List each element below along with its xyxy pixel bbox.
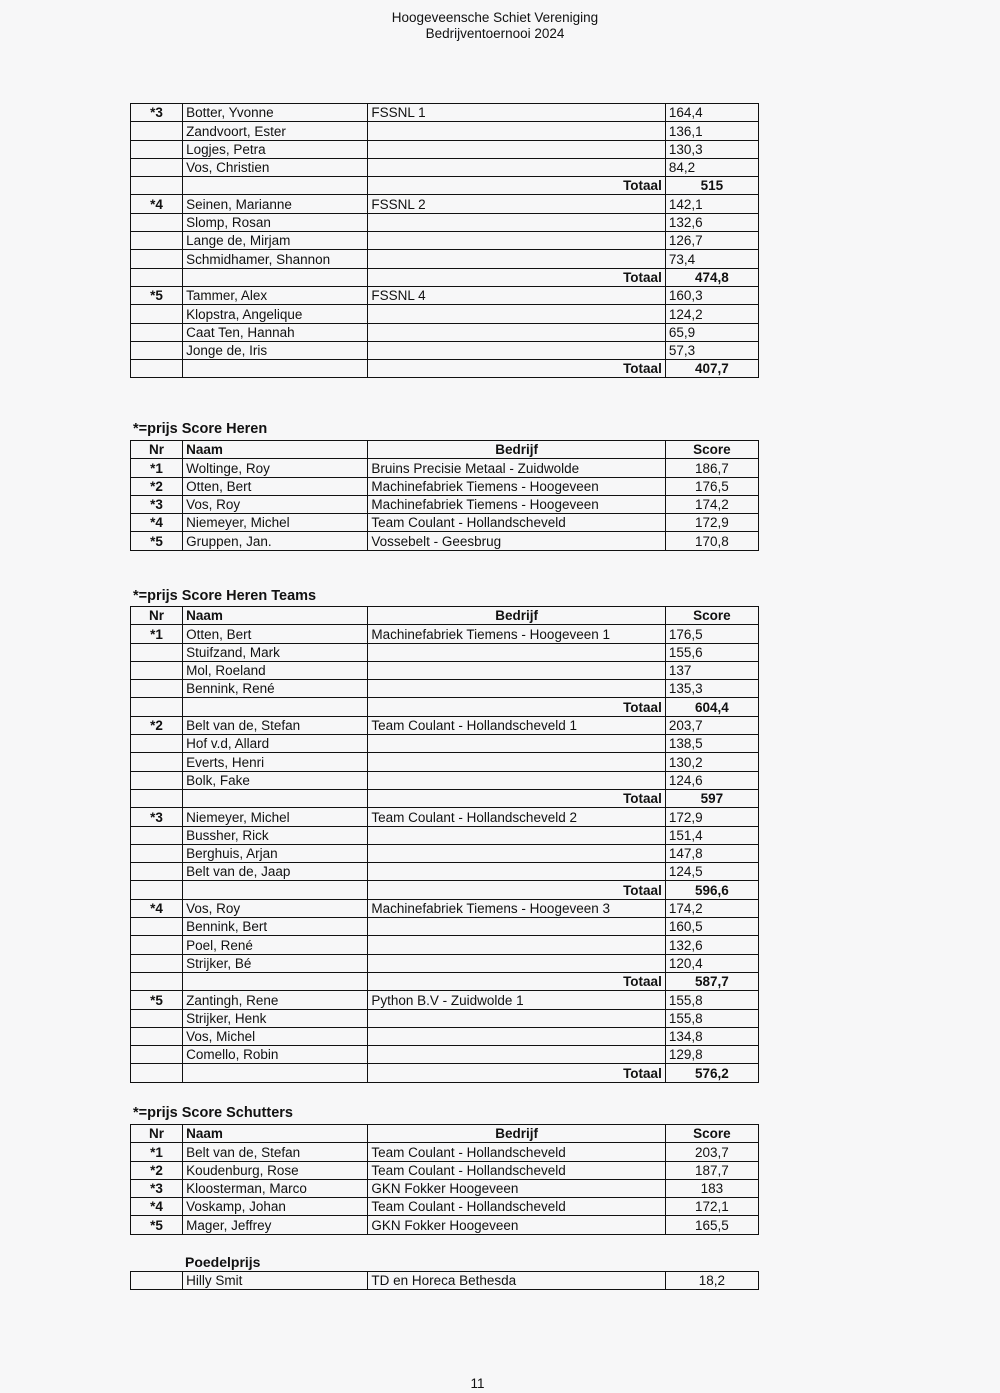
score-cell: 120,4 [665,954,758,972]
rank-cell: *2 [131,1161,183,1179]
column-header-naam: Naam [183,441,368,459]
shooter-name: Everts, Henri [183,753,368,771]
shooter-name: Zantingh, Rene [183,991,368,1009]
rank-cell: *4 [131,899,183,917]
column-header-nr: Nr [131,1125,183,1143]
score-cell: 130,3 [665,140,758,158]
score-cell: 135,3 [665,680,758,698]
shooter-name: Hof v.d, Allard [183,735,368,753]
score-cell: 132,6 [665,936,758,954]
team-total-row [131,268,759,286]
rank-cell [131,250,183,268]
team-name: Machinefabriek Tiemens - Hoogeveen 1 [368,625,665,643]
team-name: FSSNL 4 [368,286,665,304]
shooter-name: Strijker, Bé [183,954,368,972]
rank-cell [131,140,183,158]
team-total-row [131,789,759,807]
score-cell: 147,8 [665,844,758,862]
rank-cell [131,1009,183,1027]
shooter-name: Vos, Christien [183,158,368,176]
score-cell: 155,8 [665,1009,758,1027]
shooter-name [183,1064,368,1082]
shooter-name: Berghuis, Arjan [183,844,368,862]
team-name [368,1027,665,1045]
team-member-row [131,250,759,268]
team-member-row [131,104,759,122]
table-row [131,459,759,477]
table-row [131,495,759,513]
table-header-row [131,441,759,459]
team-total-score: 407,7 [665,360,758,378]
rank-cell [131,789,183,807]
team-member-row [131,341,759,359]
shooter-name [183,360,368,378]
team-member-row [131,753,759,771]
column-header-naam: Naam [183,1125,368,1143]
team-member-row [131,918,759,936]
table-header-row [131,607,759,625]
shooter-name: Woltinge, Roy [183,459,368,477]
rank-cell: *4 [131,1198,183,1216]
shooter-name: Schmidhamer, Shannon [183,250,368,268]
score-cell: 142,1 [665,195,758,213]
team-total-row [131,177,759,195]
team-name [368,122,665,140]
shooter-name: Bussher, Rick [183,826,368,844]
score-cell: 134,8 [665,1027,758,1045]
team-name: Python B.V - Zuidwolde 1 [368,991,665,1009]
total-label: Totaal [368,698,665,716]
rank-cell: *2 [131,477,183,495]
shooter-name [183,972,368,990]
shooter-name [183,789,368,807]
team-name: FSSNL 2 [368,195,665,213]
rank-cell: *1 [131,1143,183,1161]
company-name: Vossebelt - Geesbrug [368,532,665,550]
team-member-row [131,286,759,304]
total-label: Totaal [368,177,665,195]
score-cell: 186,7 [665,459,758,477]
company-name: GKN Fokker Hoogeveen [368,1216,665,1234]
rank-cell [131,1064,183,1082]
club-name: Hoogeveensche Schiet Vereniging [391,10,599,25]
team-name [368,341,665,359]
score-cell: 174,2 [665,899,758,917]
team-member-row [131,716,759,734]
rank-cell [131,158,183,176]
team-name [368,771,665,789]
shooter-name: Mol, Roeland [183,661,368,679]
section-title-heren-teams [133,588,316,604]
rank-cell: *1 [131,625,183,643]
team-name: Team Coulant - Hollandscheveld 1 [368,716,665,734]
team-name [368,1009,665,1027]
column-header-bedrijf: Bedrijf [368,1125,665,1143]
team-name: Team Coulant - Hollandscheveld 2 [368,808,665,826]
team-member-row [131,954,759,972]
rank-cell [131,1027,183,1045]
score-schutters-table [130,1124,759,1235]
score-cell: 174,2 [665,495,758,513]
rank-cell [131,881,183,899]
score-cell: 151,4 [665,826,758,844]
rank-cell: *4 [131,514,183,532]
rank-cell: *3 [131,104,183,122]
score-cell: 203,7 [665,1143,758,1161]
score-cell: 160,3 [665,286,758,304]
table-row [131,1198,759,1216]
section-title-heren [133,421,267,437]
shooter-name: Strijker, Henk [183,1009,368,1027]
team-member-row [131,625,759,643]
company-name: Team Coulant - Hollandscheveld [368,514,665,532]
table-row [131,1179,759,1197]
column-header-nr: Nr [131,441,183,459]
column-header-score: Score [665,607,758,625]
rank-cell: *4 [131,195,183,213]
score-cell: 170,8 [665,532,758,550]
score-cell: 155,6 [665,643,758,661]
rank-cell: *3 [131,808,183,826]
rank-cell [131,643,183,661]
shooter-name: Comello, Robin [183,1046,368,1064]
shooter-name: Bolk, Fake [183,771,368,789]
shooter-name: Kloosterman, Marco [183,1179,368,1197]
rank-cell: *5 [131,286,183,304]
score-cell: 124,6 [665,771,758,789]
team-member-row [131,323,759,341]
team-member-row [131,680,759,698]
rank-cell [131,1272,183,1290]
shooter-name: Belt van de, Stefan [183,1143,368,1161]
column-header-naam: Naam [183,607,368,625]
table-row [131,1143,759,1161]
shooter-name [183,881,368,899]
shooter-name: Botter, Yvonne [183,104,368,122]
shooter-name: Seinen, Marianne [183,195,368,213]
shooter-name: Lange de, Mirjam [183,232,368,250]
prize-legend: *=prijs [133,1105,178,1121]
shooter-name: Koudenburg, Rose [183,1161,368,1179]
company-name: Team Coulant - Hollandscheveld [368,1143,665,1161]
team-member-row [131,158,759,176]
poedelprijs-title: Poedelprijs [185,1254,261,1270]
team-total-score: 604,4 [665,698,758,716]
team-name [368,213,665,231]
column-header-bedrijf: Bedrijf [368,607,665,625]
team-member-row [131,899,759,917]
team-member-row [131,122,759,140]
total-label: Totaal [368,1064,665,1082]
shooter-name [183,177,368,195]
score-cell: 129,8 [665,1046,758,1064]
table-row [131,514,759,532]
section-heading: Score Schutters [181,1105,293,1121]
score-cell: 172,9 [665,514,758,532]
rank-cell [131,680,183,698]
shooter-name: Bennink, Bert [183,918,368,936]
team-member-row [131,844,759,862]
team-member-row [131,213,759,231]
score-cell: 124,5 [665,863,758,881]
team-member-row [131,195,759,213]
total-label: Totaal [368,268,665,286]
rank-cell: *3 [131,1179,183,1197]
score-cell: 18,2 [665,1272,758,1290]
section-title-schutters [133,1105,293,1121]
table-row [131,1216,759,1234]
score-cell: 172,1 [665,1198,758,1216]
shooter-name: Voskamp, Johan [183,1198,368,1216]
team-total-row [131,881,759,899]
shooter-name: Caat Ten, Hannah [183,323,368,341]
company-name: Machinefabriek Tiemens - Hoogeveen [368,477,665,495]
team-member-row [131,1027,759,1045]
company-name: GKN Fokker Hoogeveen [368,1179,665,1197]
score-cell: 160,5 [665,918,758,936]
shooter-name: Logjes, Petra [183,140,368,158]
team-total-score: 587,7 [665,972,758,990]
rank-cell [131,177,183,195]
team-name [368,844,665,862]
team-name [368,232,665,250]
rank-cell [131,122,183,140]
table-row [131,477,759,495]
score-heren-table [130,440,759,551]
rank-cell [131,735,183,753]
team-name [368,680,665,698]
shooter-name: Otten, Bert [183,625,368,643]
rank-cell [131,771,183,789]
shooter-name: Zandvoort, Ester [183,122,368,140]
team-member-row [131,863,759,881]
rank-cell [131,954,183,972]
team-name [368,826,665,844]
rank-cell [131,232,183,250]
rank-cell [131,753,183,771]
team-total-row [131,972,759,990]
shooter-name: Stuifzand, Mark [183,643,368,661]
team-name [368,1046,665,1064]
rank-cell [131,698,183,716]
team-name [368,305,665,323]
score-cell: 65,9 [665,323,758,341]
shooter-name: Vos, Roy [183,495,368,513]
team-member-row [131,735,759,753]
shooter-name: Vos, Michel [183,1027,368,1045]
poedelprijs-table [130,1271,759,1290]
rank-cell: *2 [131,716,183,734]
team-total-score: 597 [665,789,758,807]
company-name: Machinefabriek Tiemens - Hoogeveen [368,495,665,513]
company-name: TD en Horeca Bethesda [368,1272,665,1290]
rank-cell [131,661,183,679]
team-name [368,954,665,972]
shooter-name: Belt van de, Jaap [183,863,368,881]
rank-cell [131,918,183,936]
total-label: Totaal [368,360,665,378]
team-name [368,918,665,936]
rank-cell [131,305,183,323]
team-member-row [131,826,759,844]
shooter-name: Hilly Smit [183,1272,368,1290]
table-row [131,1272,759,1290]
team-name [368,863,665,881]
table-header-row [131,1125,759,1143]
company-name: Team Coulant - Hollandscheveld [368,1161,665,1179]
team-name [368,323,665,341]
company-name: Team Coulant - Hollandscheveld [368,1198,665,1216]
shooter-name: Poel, René [183,936,368,954]
rank-cell [131,936,183,954]
rank-cell [131,213,183,231]
team-name [368,250,665,268]
team-total-score: 596,6 [665,881,758,899]
shooter-name: Mager, Jeffrey [183,1216,368,1234]
score-cell: 203,7 [665,716,758,734]
team-name [368,936,665,954]
team-member-row [131,991,759,1009]
team-member-row [131,661,759,679]
score-cell: 165,5 [665,1216,758,1234]
team-member-row [131,936,759,954]
shooter-name: Otten, Bert [183,477,368,495]
score-cell: 172,9 [665,808,758,826]
rank-cell: *5 [131,991,183,1009]
score-cell: 176,5 [665,477,758,495]
score-cell: 126,7 [665,232,758,250]
team-total-score: 576,2 [665,1064,758,1082]
score-cell: 164,4 [665,104,758,122]
shooter-name: Belt van de, Stefan [183,716,368,734]
team-member-row [131,1046,759,1064]
team-total-row [131,698,759,716]
total-label: Totaal [368,789,665,807]
team-member-row [131,1009,759,1027]
rank-cell: *3 [131,495,183,513]
table-row [131,532,759,550]
score-cell: 132,6 [665,213,758,231]
column-header-score: Score [665,1125,758,1143]
team-total-score: 474,8 [665,268,758,286]
team-total-row [131,1064,759,1082]
score-cell: 124,2 [665,305,758,323]
score-cell: 155,8 [665,991,758,1009]
table-row [131,1161,759,1179]
prize-legend: *=prijs [133,421,178,437]
section-heading: Score Heren [181,421,268,437]
shooter-name: Niemeyer, Michel [183,808,368,826]
team-name [368,140,665,158]
score-cell: 176,5 [665,625,758,643]
rank-cell [131,826,183,844]
shooter-name: Slomp, Rosan [183,213,368,231]
rank-cell: *5 [131,532,183,550]
column-header-nr: Nr [131,607,183,625]
shooter-name: Tammer, Alex [183,286,368,304]
team-name [368,158,665,176]
score-cell: 138,5 [665,735,758,753]
shooter-name [183,698,368,716]
rank-cell [131,323,183,341]
page-header [0,10,990,42]
score-cell: 183 [665,1179,758,1197]
column-header-score: Score [665,441,758,459]
team-member-row [131,305,759,323]
score-cell: 136,1 [665,122,758,140]
shooter-name: Jonge de, Iris [183,341,368,359]
team-member-row [131,140,759,158]
shooter-name: Gruppen, Jan. [183,532,368,550]
shooter-name: Niemeyer, Michel [183,514,368,532]
total-label: Totaal [368,881,665,899]
team-name [368,735,665,753]
team-member-row [131,771,759,789]
rank-cell [131,268,183,286]
score-heren-teams-table [130,606,759,1083]
rank-cell [131,360,183,378]
score-cell: 73,4 [665,250,758,268]
team-name: FSSNL 1 [368,104,665,122]
shooter-name: Vos, Roy [183,899,368,917]
team-name [368,753,665,771]
team-member-row [131,232,759,250]
tournament-name: Bedrijventoernooi 2024 [425,26,565,41]
score-cell: 187,7 [665,1161,758,1179]
rank-cell [131,863,183,881]
rank-cell: *5 [131,1216,183,1234]
rank-cell [131,972,183,990]
rank-cell [131,341,183,359]
rank-cell [131,1046,183,1064]
prize-legend: *=prijs [133,588,178,604]
shooter-name [183,268,368,286]
section-heading: Score Heren Teams [181,588,317,604]
company-name: Bruins Precisie Metaal - Zuidwolde [368,459,665,477]
team-name [368,661,665,679]
team-member-row [131,808,759,826]
score-cell: 57,3 [665,341,758,359]
shooter-name: Bennink, René [183,680,368,698]
rank-cell: *1 [131,459,183,477]
column-header-bedrijf: Bedrijf [368,441,665,459]
score-cell: 84,2 [665,158,758,176]
score-cell: 137 [665,661,758,679]
team-name: Machinefabriek Tiemens - Hoogeveen 3 [368,899,665,917]
team-total-row [131,360,759,378]
rank-cell [131,844,183,862]
team-name [368,643,665,661]
total-label: Totaal [368,972,665,990]
score-cell: 130,2 [665,753,758,771]
team-total-score: 515 [665,177,758,195]
team-member-row [131,643,759,661]
shooter-name: Klopstra, Angelique [183,305,368,323]
page-number: 11 [470,1376,485,1391]
ladies-teams-table [130,103,759,378]
